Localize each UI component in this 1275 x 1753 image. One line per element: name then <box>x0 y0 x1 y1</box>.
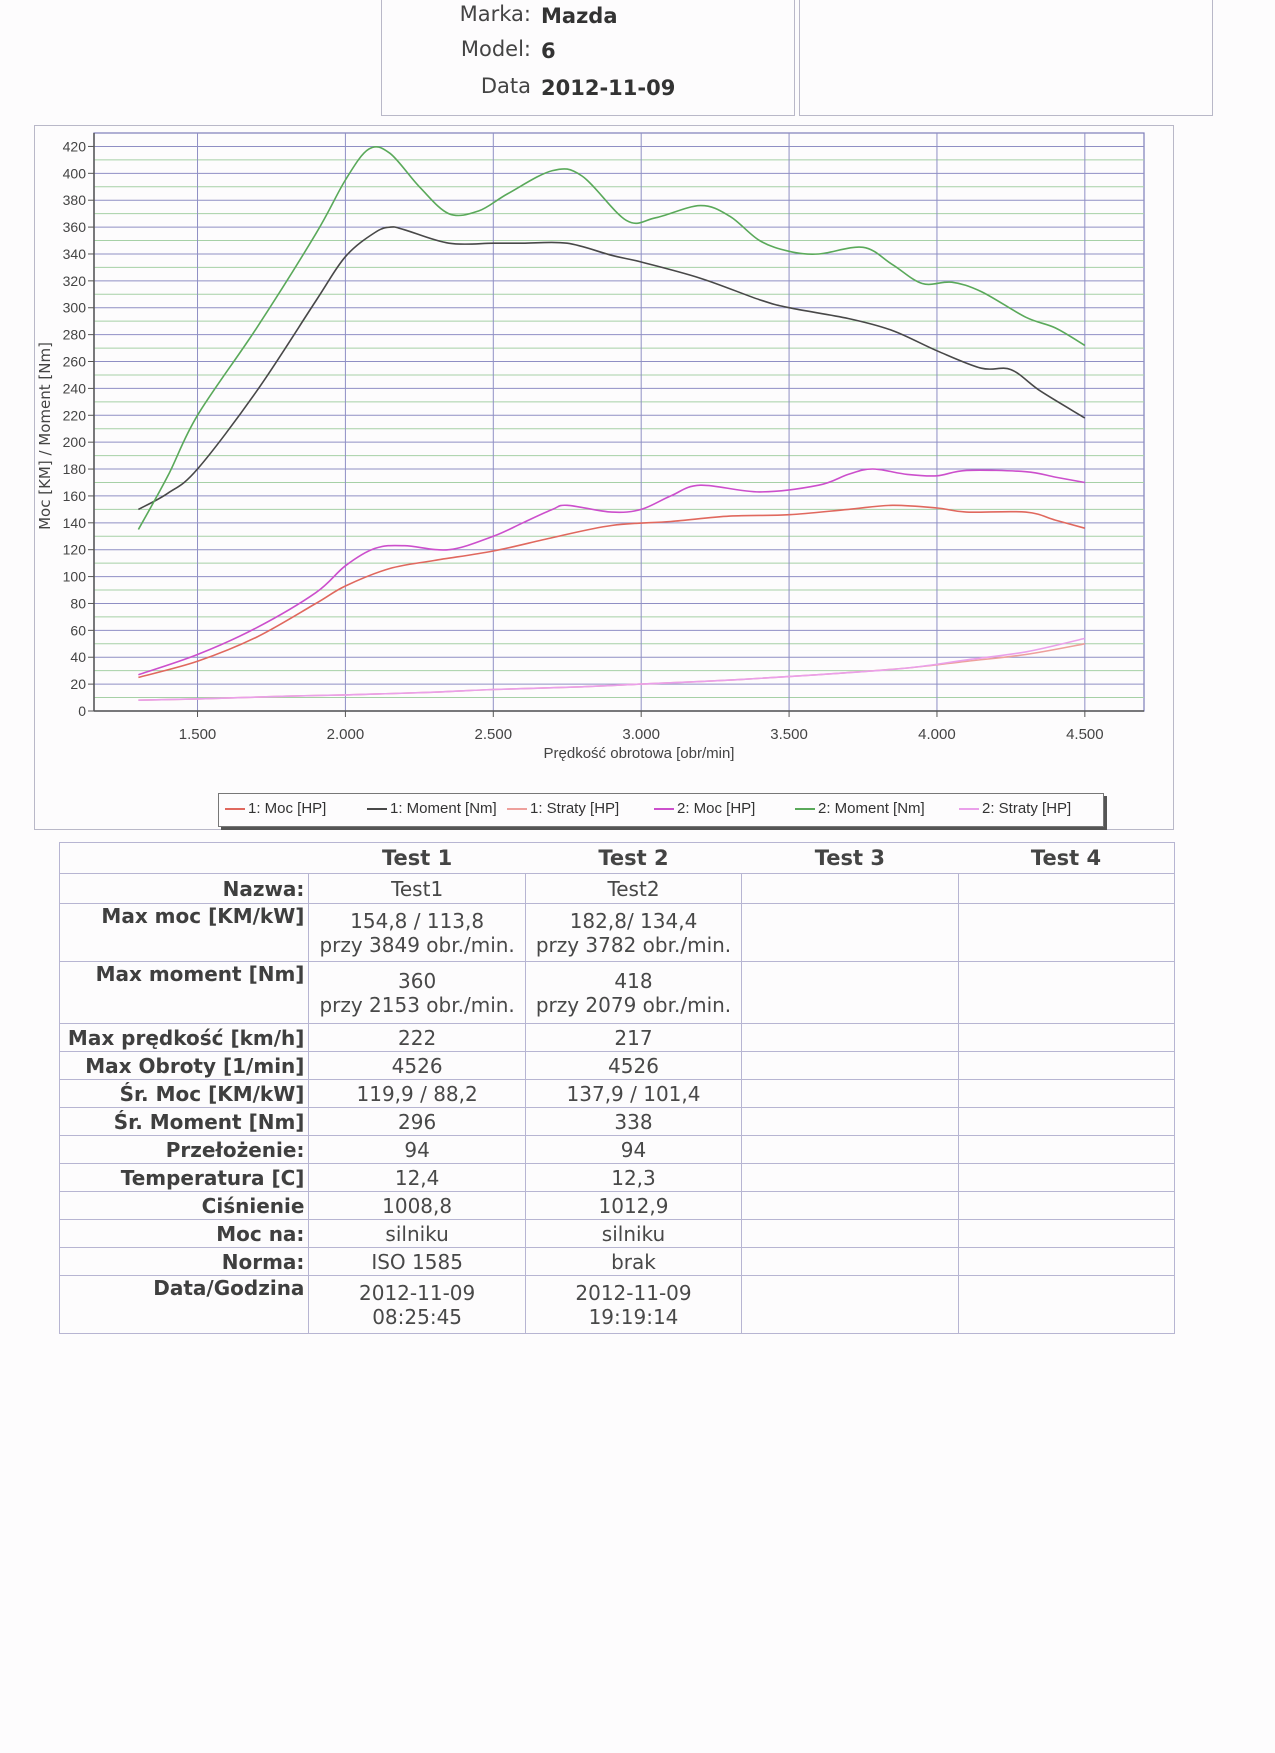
x-tick-label: 3.500 <box>770 726 808 743</box>
cell-value: ISO 1585 <box>371 1249 463 1274</box>
x-tick-label: 1.500 <box>178 726 217 743</box>
series-line-2 <box>138 227 1084 509</box>
table-row <box>60 1080 1175 1108</box>
cell-empty <box>742 1276 958 1334</box>
y-tick-label: 0 <box>78 703 86 719</box>
cell-test2 <box>525 1192 741 1220</box>
cell-empty <box>742 1220 958 1248</box>
row-label: Max moment [Nm] <box>60 962 309 1024</box>
model-row <box>382 37 794 71</box>
table-row <box>60 1192 1175 1220</box>
legend-entry <box>795 800 925 817</box>
date-value: 2012-11-09 <box>541 76 676 100</box>
series-line-3 <box>138 644 1084 700</box>
cell-subvalue: przy 3782 obr./min. <box>535 932 732 957</box>
cell-value: 338 <box>614 1109 653 1134</box>
table-row <box>60 1248 1175 1276</box>
cell-empty <box>958 1024 1174 1052</box>
cell-subvalue: 08:25:45 <box>372 1304 463 1329</box>
cell-empty <box>958 1248 1174 1276</box>
series-line-6 <box>138 638 1084 700</box>
y-tick-label: 100 <box>62 568 86 585</box>
cell-test2 <box>525 1052 741 1080</box>
empty-info-box <box>799 0 1213 116</box>
cell-test1 <box>309 1248 525 1276</box>
row-label: Max prędkość [km/h] <box>60 1024 309 1052</box>
cell-subvalue: 19:19:14 <box>588 1304 679 1329</box>
cell-test2 <box>525 874 741 904</box>
cell-empty <box>958 962 1174 1024</box>
legend-label: 1: Moment [Nm] <box>390 800 497 817</box>
y-tick-label: 380 <box>62 192 86 209</box>
y-tick-label: 40 <box>70 649 86 666</box>
cell-empty <box>958 1220 1174 1248</box>
cell-test1 <box>309 1192 525 1220</box>
table-row <box>60 874 1175 904</box>
cell-empty <box>958 904 1174 962</box>
cell-value: 296 <box>398 1109 437 1134</box>
make-row <box>382 2 794 36</box>
cell-empty <box>742 1164 958 1192</box>
series-line-1 <box>138 505 1084 677</box>
header-test4: Test 4 <box>958 843 1174 874</box>
cell-value: 154,8 / 113,8 <box>350 908 485 933</box>
cell-empty <box>742 1248 958 1276</box>
cell-empty <box>958 1108 1174 1136</box>
row-label: Ciśnienie <box>60 1192 309 1220</box>
header-test1: Test 1 <box>309 843 525 874</box>
cell-empty <box>742 1024 958 1052</box>
legend-label: 2: Moment [Nm] <box>818 800 925 817</box>
legend-label: 1: Straty [HP] <box>530 800 620 817</box>
row-label: Śr. Moment [Nm] <box>60 1108 309 1136</box>
cell-empty <box>742 1080 958 1108</box>
dyno-chart <box>34 125 1174 830</box>
y-tick-label: 180 <box>62 461 86 478</box>
y-tick-label: 220 <box>62 407 86 424</box>
table-row <box>60 1136 1175 1164</box>
cell-empty <box>742 874 958 904</box>
cell-value: Test2 <box>607 876 660 901</box>
table-row <box>60 1108 1175 1136</box>
cell-value: 182,8/ 134,4 <box>569 908 698 933</box>
y-tick-label: 160 <box>62 487 86 504</box>
table-row <box>60 1024 1175 1052</box>
cell-value: 94 <box>620 1137 647 1162</box>
y-tick-label: 360 <box>62 219 86 236</box>
cell-empty <box>958 1136 1174 1164</box>
legend-label: 2: Straty [HP] <box>982 800 1072 817</box>
row-label: Śr. Moc [KM/kW] <box>60 1080 309 1108</box>
cell-test2 <box>525 1108 741 1136</box>
y-tick-label: 280 <box>62 326 86 343</box>
table-header-row <box>60 843 1175 874</box>
header-test3: Test 3 <box>742 843 958 874</box>
table-row <box>60 1276 1175 1334</box>
cell-value: 222 <box>398 1025 437 1050</box>
cell-empty <box>958 874 1174 904</box>
legend-entry <box>225 800 326 817</box>
cell-test2 <box>525 1220 741 1248</box>
cell-subvalue: przy 3849 obr./min. <box>319 932 515 957</box>
cell-subvalue: przy 2153 obr./min. <box>319 992 515 1017</box>
cell-value: 12,4 <box>394 1165 440 1190</box>
cell-test1 <box>309 904 525 962</box>
table-row <box>60 962 1175 1024</box>
y-tick-label: 420 <box>62 138 86 155</box>
cell-empty <box>742 904 958 962</box>
date-label: Data <box>480 74 531 98</box>
cell-empty <box>958 1080 1174 1108</box>
y-tick-label: 340 <box>62 245 86 262</box>
make-value: Mazda <box>541 4 618 28</box>
cell-test2 <box>525 904 741 962</box>
cell-test1 <box>309 1052 525 1080</box>
cell-test1 <box>309 1108 525 1136</box>
cell-test1 <box>309 962 525 1024</box>
cell-value: 1012,9 <box>598 1193 669 1218</box>
cell-value: 12,3 <box>611 1165 656 1190</box>
cell-empty <box>742 1108 958 1136</box>
cell-test2 <box>525 1248 741 1276</box>
legend-entry <box>367 800 497 817</box>
cell-test2 <box>525 1080 741 1108</box>
cell-test1 <box>309 1164 525 1192</box>
vehicle-info-box <box>381 0 795 116</box>
legend-swatch <box>225 808 245 810</box>
row-label: Nazwa: <box>60 874 309 904</box>
x-tick-label: 2.000 <box>326 726 365 743</box>
cell-test1 <box>309 1276 525 1334</box>
cell-test1 <box>309 1220 525 1248</box>
legend-entry <box>654 800 755 817</box>
row-label: Norma: <box>60 1248 309 1276</box>
y-tick-label: 400 <box>62 165 86 182</box>
legend-swatch <box>507 808 527 810</box>
cell-value: 4526 <box>391 1053 443 1078</box>
cell-empty <box>742 1192 958 1220</box>
legend-entry <box>959 800 1071 817</box>
legend-label: 2: Moc [HP] <box>677 800 756 817</box>
cell-test2 <box>525 1136 741 1164</box>
grid <box>94 133 1144 711</box>
cell-test2 <box>525 1164 741 1192</box>
model-value: 6 <box>541 39 556 63</box>
cell-value: 1008,8 <box>382 1193 453 1218</box>
model-label: Model: <box>460 37 531 61</box>
y-axis-label: Moc [KM] / Moment [Nm] <box>36 342 54 530</box>
cell-subvalue: przy 2079 obr./min. <box>535 992 732 1017</box>
row-label: Moc na: <box>60 1220 309 1248</box>
make-label: Marka: <box>459 2 531 26</box>
row-label: Temperatura [C] <box>60 1164 309 1192</box>
cell-value: Test1 <box>391 876 444 901</box>
y-tick-label: 320 <box>62 272 86 289</box>
legend-swatch <box>795 808 815 810</box>
header-test2: Test 2 <box>525 843 741 874</box>
cell-empty <box>958 1164 1174 1192</box>
legend-swatch <box>959 808 979 810</box>
cell-empty <box>958 1276 1174 1334</box>
header-empty <box>60 843 309 874</box>
x-tick-label: 4.000 <box>918 726 956 743</box>
x-tick-label: 2.500 <box>474 726 513 743</box>
y-tick-label: 260 <box>62 353 86 370</box>
table-row <box>60 1164 1175 1192</box>
date-row <box>382 74 794 108</box>
y-tick-label: 240 <box>62 380 86 397</box>
row-label: Przełożenie: <box>60 1136 309 1164</box>
y-tick-label: 120 <box>62 541 86 558</box>
row-label: Max moc [KM/kW] <box>60 904 309 962</box>
cell-value: brak <box>611 1249 656 1274</box>
row-label: Max Obroty [1/min] <box>60 1052 309 1080</box>
table-row <box>60 1052 1175 1080</box>
legend-entry <box>507 800 619 817</box>
y-tick-label: 300 <box>62 299 86 316</box>
y-tick-label: 200 <box>62 434 86 451</box>
y-tick-label: 20 <box>70 676 86 693</box>
x-tick-label: 4.500 <box>1066 726 1104 743</box>
results-table <box>59 842 1175 1334</box>
x-tick-label: 3.000 <box>622 726 660 743</box>
cell-empty <box>742 962 958 1024</box>
chart-legend <box>218 793 1104 827</box>
series-line-5 <box>138 147 1084 530</box>
cell-value: 137,9 / 101,4 <box>566 1081 701 1106</box>
cell-value: silniku <box>601 1221 666 1246</box>
cell-value: 2012-11-09 <box>359 1280 476 1305</box>
cell-empty <box>742 1136 958 1164</box>
cell-test1 <box>309 1080 525 1108</box>
x-axis-label: Prędkość obrotowa [obr/min] <box>543 745 735 762</box>
cell-empty <box>958 1192 1174 1220</box>
y-tick-label: 60 <box>70 622 86 639</box>
cell-value: 4526 <box>608 1053 659 1078</box>
cell-test1 <box>309 1136 525 1164</box>
table-body <box>60 874 1175 1334</box>
y-tick-label: 140 <box>62 514 86 531</box>
table-row <box>60 904 1175 962</box>
cell-empty <box>742 1052 958 1080</box>
legend-swatch <box>654 808 674 810</box>
cell-value: 2012-11-09 <box>575 1280 692 1305</box>
cell-value: silniku <box>385 1221 449 1246</box>
cell-value: 360 <box>398 968 437 993</box>
cell-test2 <box>525 962 741 1024</box>
row-label: Data/Godzina <box>60 1276 309 1334</box>
cell-test2 <box>525 1024 741 1052</box>
legend-swatch <box>367 808 387 810</box>
cell-empty <box>958 1052 1174 1080</box>
plot-area <box>94 133 1144 711</box>
legend-label: 1: Moc [HP] <box>248 800 327 817</box>
cell-value: 217 <box>614 1025 653 1050</box>
cell-value: 94 <box>404 1137 430 1162</box>
cell-value: 418 <box>614 968 653 993</box>
table-row <box>60 1220 1175 1248</box>
cell-test1 <box>309 1024 525 1052</box>
cell-test2 <box>525 1276 741 1334</box>
cell-test1 <box>309 874 525 904</box>
cell-value: 119,9 / 88,2 <box>356 1081 478 1106</box>
y-tick-label: 80 <box>70 595 86 612</box>
